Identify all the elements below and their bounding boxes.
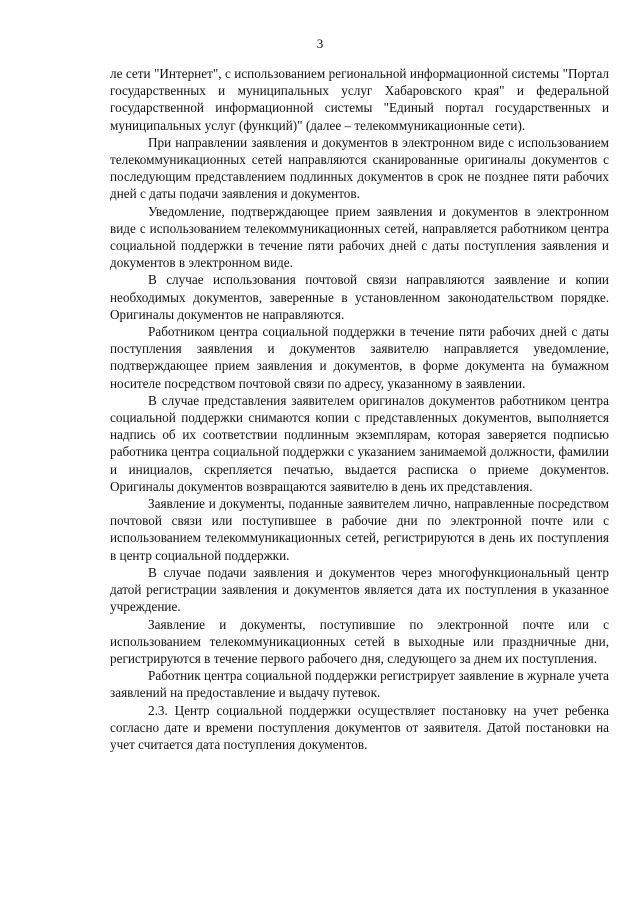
document-body bbox=[110, 65, 609, 753]
paragraph-3: Уведомление, подтверждающее прием заявления и документов в электронном виде с использованием телекоммуникационных сетей, направляется работником центра социальной поддержки в течение пяти рабочих дней с даты поступления заявления и документов в электронном виде. bbox=[110, 203, 609, 271]
paragraph-5: Работником центра социальной поддержки в течение пяти рабочих дней с даты поступления заявления и документов заявителю направляется уведомление, подтверждающее прием заявления и документов, в форме документа на бумажном носителе посредством почтовой связи по адресу, указанному в заявлении. bbox=[110, 324, 609, 391]
paragraph-8: В случае подачи заявления и документов через многофункциональный центр датой регистрации заявления и документов является дата их поступления в указанное учреждение. bbox=[110, 564, 609, 615]
paragraph-10: Работник центра социальной поддержки регистрирует заявление в журнале учета заявлений на предоставление и выдачу путевок. bbox=[110, 668, 609, 701]
paragraph-2: При направлении заявления и документов в электронном виде с использованием телекоммуникационных сетей направляются сканированные оригиналы документов с последующим представлением подлинных документов в срок не позднее пяти рабочих дней с даты подачи заявления и документов. bbox=[110, 134, 609, 202]
paragraph-4: В случае использования почтовой связи направляются заявление и копии необходимых документов, заверенные в установленном законодательством порядке. Оригиналы документов не направляются. bbox=[110, 272, 609, 322]
paragraph-1: ле сети "Интернет", с использованием региональной информационной системы "Портал государственных и муниципальных услуг Хабаровского края" и федеральной государственной информационной системы "Единый портал государственных и муниципальных услуг (функций)" (далее – телекоммуникационные сети). bbox=[110, 66, 609, 133]
paragraph-9: Заявление и документы, поступившие по электронной почте или с использованием телекоммуникационных сетей в выходные или праздничные дни, регистрируются в течение первого рабочего дня, следующего за днем их поступления. bbox=[110, 616, 609, 666]
paragraph-11: 2.3. Центр социальной поддержки осуществляет постановку на учет ребенка согласно дате и времени поступления документов от заявителя. Датой постановки на учет считается дата поступления документов. bbox=[110, 702, 609, 752]
paragraph-6: В случае представления заявителем оригиналов документов работником центра социальной поддержки снимаются копии с представленных документов, выполняется надпись об их соответствии подлинным экземплярам, которая заверяется подписью работника центра социальной поддержки с указанием занимаемой должности, фамилии и инициалов, скрепляется печатью, выдается расписка о приеме документов. Оригиналы документов возвращаются заявителю в день их представления. bbox=[110, 392, 609, 494]
paragraph-7: Заявление и документы, поданные заявителем лично, направленные посредством почтовой связи или поступившее в рабочие дни по электронной почте или с использованием телекоммуникационных сетей, регистрируются в день их поступления в центр социальной поддержки. bbox=[110, 496, 609, 563]
page-number: 3 bbox=[316, 36, 324, 51]
